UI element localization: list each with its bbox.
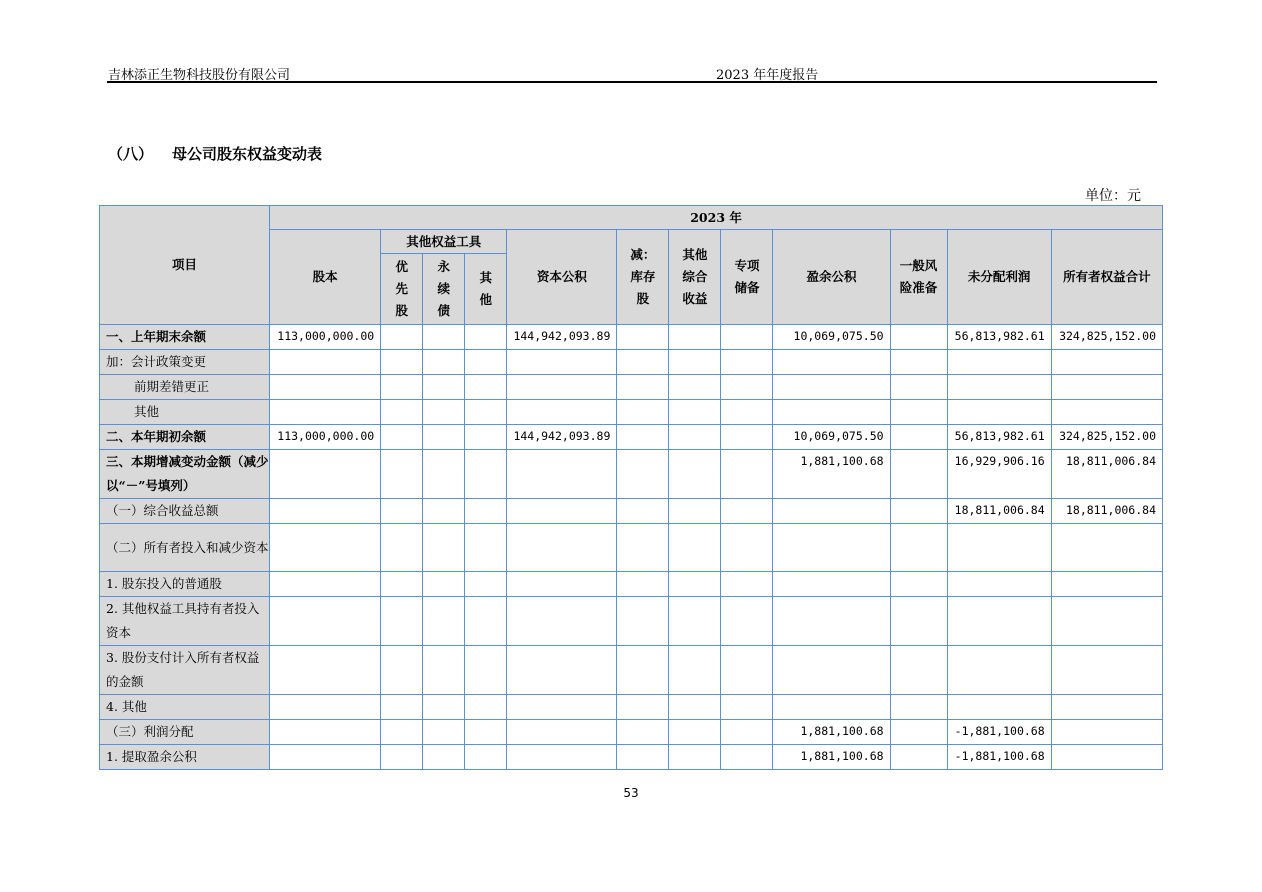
value-cell: 113,000,000.00 xyxy=(270,425,381,450)
value-cell: 10,069,075.50 xyxy=(773,425,890,450)
value-cell xyxy=(617,745,669,770)
value-cell xyxy=(270,375,381,400)
value-cell xyxy=(423,524,465,572)
row-label: 其他 xyxy=(100,400,270,425)
value-cell: 10,069,075.50 xyxy=(773,325,890,350)
value-cell xyxy=(270,400,381,425)
header-perpetual-bond: 永续债 xyxy=(423,254,465,325)
value-cell xyxy=(617,350,669,375)
value-cell xyxy=(270,745,381,770)
value-cell xyxy=(669,499,721,524)
header-total-equity: 所有者权益合计 xyxy=(1051,230,1162,325)
value-cell xyxy=(1051,400,1162,425)
value-cell xyxy=(465,572,507,597)
value-cell xyxy=(423,375,465,400)
value-cell xyxy=(617,572,669,597)
row-label: 2. 其他权益工具持有者投入资本 xyxy=(100,597,270,646)
value-cell xyxy=(890,325,947,350)
value-cell xyxy=(381,425,423,450)
value-cell xyxy=(423,400,465,425)
header-year: 2023 年 xyxy=(270,206,1163,230)
value-cell: 324,825,152.00 xyxy=(1051,325,1162,350)
row-label: 一、上年期末余额 xyxy=(100,325,270,350)
value-cell xyxy=(669,695,721,720)
value-cell: -1,881,100.68 xyxy=(947,720,1051,745)
value-cell xyxy=(947,375,1051,400)
value-cell xyxy=(773,572,890,597)
value-cell xyxy=(617,524,669,572)
value-cell xyxy=(507,499,617,524)
value-cell xyxy=(890,720,947,745)
row-label: 3. 股份支付计入所有者权益的金额 xyxy=(100,646,270,695)
value-cell xyxy=(947,572,1051,597)
section-heading xyxy=(108,143,322,164)
value-cell xyxy=(381,695,423,720)
value-cell xyxy=(270,720,381,745)
report-title: 2023 年年度报告 xyxy=(716,68,819,83)
value-cell xyxy=(669,450,721,499)
value-cell xyxy=(423,597,465,646)
value-cell: 16,929,906.16 xyxy=(947,450,1051,499)
value-cell xyxy=(773,499,890,524)
value-cell xyxy=(507,646,617,695)
value-cell xyxy=(669,720,721,745)
value-cell xyxy=(617,425,669,450)
value-cell xyxy=(890,524,947,572)
value-cell xyxy=(890,400,947,425)
value-cell xyxy=(270,695,381,720)
value-cell xyxy=(669,425,721,450)
value-cell xyxy=(669,745,721,770)
value-cell xyxy=(773,597,890,646)
value-cell xyxy=(381,597,423,646)
value-cell xyxy=(507,720,617,745)
value-cell xyxy=(773,695,890,720)
value-cell xyxy=(270,350,381,375)
table-row xyxy=(100,745,1163,770)
value-cell xyxy=(890,375,947,400)
value-cell xyxy=(1051,597,1162,646)
value-cell xyxy=(669,646,721,695)
value-cell: 56,813,982.61 xyxy=(947,325,1051,350)
row-label: 加：会计政策变更 xyxy=(100,350,270,375)
header-capital-reserve: 资本公积 xyxy=(507,230,617,325)
table-row xyxy=(100,597,1163,646)
table-row xyxy=(100,325,1163,350)
value-cell xyxy=(1051,745,1162,770)
table-row xyxy=(100,400,1163,425)
table-row xyxy=(100,375,1163,400)
value-cell xyxy=(669,350,721,375)
header-general-risk-reserve: 一般风险准备 xyxy=(890,230,947,325)
header-item: 项目 xyxy=(100,206,270,325)
value-cell xyxy=(465,597,507,646)
value-cell: 18,811,006.84 xyxy=(1051,499,1162,524)
value-cell xyxy=(721,597,773,646)
header-other-equity-instruments: 其他权益工具 xyxy=(381,230,507,254)
value-cell xyxy=(465,325,507,350)
value-cell xyxy=(507,375,617,400)
value-cell xyxy=(617,450,669,499)
value-cell xyxy=(507,745,617,770)
value-cell xyxy=(423,695,465,720)
value-cell xyxy=(507,572,617,597)
header-undistributed-profit: 未分配利润 xyxy=(947,230,1051,325)
value-cell: 144,942,093.89 xyxy=(507,325,617,350)
value-cell xyxy=(890,572,947,597)
header-surplus-reserve: 盈余公积 xyxy=(773,230,890,325)
header-preferred-stock: 优先股 xyxy=(381,254,423,325)
equity-change-table xyxy=(99,205,1163,770)
value-cell xyxy=(465,720,507,745)
value-cell xyxy=(1051,350,1162,375)
value-cell xyxy=(617,597,669,646)
table-row xyxy=(100,450,1163,499)
value-cell xyxy=(270,499,381,524)
value-cell xyxy=(270,646,381,695)
value-cell xyxy=(423,745,465,770)
value-cell xyxy=(423,646,465,695)
value-cell xyxy=(507,350,617,375)
value-cell xyxy=(381,646,423,695)
value-cell xyxy=(381,524,423,572)
value-cell xyxy=(270,572,381,597)
value-cell xyxy=(423,325,465,350)
value-cell xyxy=(465,375,507,400)
value-cell xyxy=(507,597,617,646)
value-cell xyxy=(1051,524,1162,572)
value-cell: 18,811,006.84 xyxy=(947,499,1051,524)
row-label: 4. 其他 xyxy=(100,695,270,720)
value-cell xyxy=(423,720,465,745)
value-cell xyxy=(507,450,617,499)
value-cell xyxy=(721,720,773,745)
value-cell xyxy=(423,499,465,524)
value-cell xyxy=(270,450,381,499)
value-cell xyxy=(381,325,423,350)
value-cell xyxy=(721,375,773,400)
value-cell xyxy=(381,572,423,597)
value-cell xyxy=(465,400,507,425)
unit-label: 单位：元 xyxy=(1085,188,1141,204)
value-cell xyxy=(465,745,507,770)
value-cell xyxy=(381,400,423,425)
value-cell xyxy=(465,646,507,695)
value-cell xyxy=(423,350,465,375)
row-label: 1. 提取盈余公积 xyxy=(100,745,270,770)
row-label: （三）利润分配 xyxy=(100,720,270,745)
value-cell xyxy=(721,572,773,597)
table-row xyxy=(100,646,1163,695)
value-cell xyxy=(465,524,507,572)
value-cell xyxy=(890,450,947,499)
value-cell xyxy=(721,400,773,425)
value-cell xyxy=(617,375,669,400)
value-cell xyxy=(465,425,507,450)
table-row xyxy=(100,720,1163,745)
value-cell xyxy=(721,646,773,695)
value-cell xyxy=(381,499,423,524)
row-label: 二、本年期初余额 xyxy=(100,425,270,450)
value-cell xyxy=(721,450,773,499)
value-cell xyxy=(465,695,507,720)
value-cell xyxy=(890,499,947,524)
value-cell xyxy=(890,745,947,770)
value-cell xyxy=(381,745,423,770)
value-cell xyxy=(947,400,1051,425)
value-cell xyxy=(721,325,773,350)
row-label: 三、本期增减变动金额（减少以“－”号填列） xyxy=(100,450,270,499)
header-divider xyxy=(107,81,1157,83)
header-share-capital: 股本 xyxy=(270,230,381,325)
value-cell xyxy=(617,720,669,745)
value-cell xyxy=(947,597,1051,646)
value-cell xyxy=(669,597,721,646)
section-number: （八） xyxy=(108,145,154,163)
table-row xyxy=(100,572,1163,597)
table-row xyxy=(100,350,1163,375)
value-cell: 1,881,100.68 xyxy=(773,450,890,499)
value-cell xyxy=(890,425,947,450)
value-cell xyxy=(381,720,423,745)
value-cell xyxy=(721,350,773,375)
table-row xyxy=(100,524,1163,572)
company-name: 吉林添正生物科技股份有限公司 xyxy=(108,68,291,83)
value-cell: 1,881,100.68 xyxy=(773,720,890,745)
header-oci: 其他综合收益 xyxy=(669,230,721,325)
value-cell xyxy=(721,695,773,720)
value-cell xyxy=(721,524,773,572)
value-cell xyxy=(1051,695,1162,720)
value-cell xyxy=(947,350,1051,375)
value-cell xyxy=(773,646,890,695)
value-cell xyxy=(669,375,721,400)
value-cell xyxy=(465,499,507,524)
value-cell xyxy=(381,350,423,375)
value-cell xyxy=(721,425,773,450)
header-treasury-stock: 减：库存股 xyxy=(617,230,669,325)
value-cell: 1,881,100.68 xyxy=(773,745,890,770)
value-cell xyxy=(669,572,721,597)
header-special-reserve: 专项储备 xyxy=(721,230,773,325)
value-cell xyxy=(507,524,617,572)
value-cell xyxy=(423,425,465,450)
row-label: 前期差错更正 xyxy=(100,375,270,400)
value-cell xyxy=(947,646,1051,695)
value-cell xyxy=(890,646,947,695)
value-cell xyxy=(1051,375,1162,400)
value-cell: 324,825,152.00 xyxy=(1051,425,1162,450)
value-cell xyxy=(270,597,381,646)
value-cell xyxy=(465,350,507,375)
value-cell xyxy=(507,695,617,720)
value-cell xyxy=(617,695,669,720)
value-cell xyxy=(947,695,1051,720)
value-cell xyxy=(890,597,947,646)
value-cell xyxy=(773,524,890,572)
value-cell xyxy=(617,646,669,695)
value-cell xyxy=(381,450,423,499)
value-cell xyxy=(423,572,465,597)
value-cell xyxy=(890,350,947,375)
value-cell xyxy=(669,524,721,572)
value-cell xyxy=(617,400,669,425)
value-cell xyxy=(669,325,721,350)
table-row xyxy=(100,499,1163,524)
row-label: （一）综合收益总额 xyxy=(100,499,270,524)
header-other-instrument: 其他 xyxy=(465,254,507,325)
row-label: （二）所有者投入和减少资本 xyxy=(100,524,270,572)
table-row xyxy=(100,695,1163,720)
value-cell xyxy=(381,375,423,400)
value-cell: 144,942,093.89 xyxy=(507,425,617,450)
value-cell xyxy=(773,400,890,425)
value-cell: 56,813,982.61 xyxy=(947,425,1051,450)
value-cell xyxy=(617,325,669,350)
page-number: 53 xyxy=(623,786,639,800)
value-cell xyxy=(270,524,381,572)
value-cell: -1,881,100.68 xyxy=(947,745,1051,770)
value-cell xyxy=(773,350,890,375)
value-cell xyxy=(721,499,773,524)
value-cell xyxy=(947,524,1051,572)
value-cell xyxy=(1051,572,1162,597)
value-cell xyxy=(890,695,947,720)
value-cell xyxy=(507,400,617,425)
value-cell: 113,000,000.00 xyxy=(270,325,381,350)
value-cell xyxy=(423,450,465,499)
value-cell: 18,811,006.84 xyxy=(1051,450,1162,499)
value-cell xyxy=(773,375,890,400)
value-cell xyxy=(617,499,669,524)
row-label: 1. 股东投入的普通股 xyxy=(100,572,270,597)
table-row xyxy=(100,425,1163,450)
value-cell xyxy=(721,745,773,770)
value-cell xyxy=(465,450,507,499)
value-cell xyxy=(669,400,721,425)
value-cell xyxy=(1051,720,1162,745)
section-title: 母公司股东权益变动表 xyxy=(172,145,323,163)
value-cell xyxy=(1051,646,1162,695)
